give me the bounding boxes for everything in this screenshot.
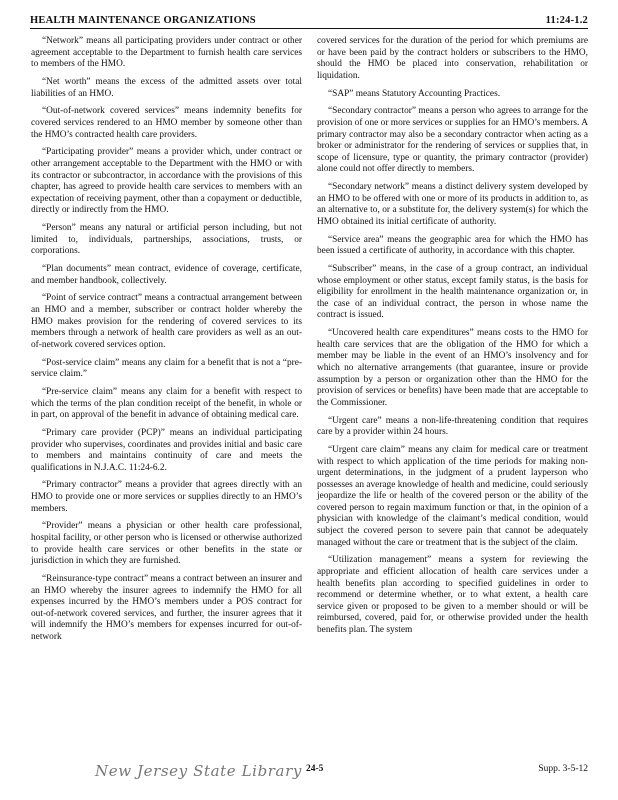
definition-provider: “Provider” means a physician or other health care professional, hospital facility, or other person who is licensed or otherwise authorized to provide health care services or other benefits in the state or jurisdiction in which they are furnished. <box>31 521 302 567</box>
definition-pre-service-claim: “Pre-service claim” means any claim for a benefit with respect to which the terms of the plan condition receipt of the benefit, in whole or in part, on approval of the benefit in advance of obtaining medical care. <box>31 386 302 421</box>
header-rule <box>30 28 588 29</box>
definition-post-service-claim: “Post-service claim” means any claim for a benefit that is not a “pre-service claim.” <box>31 357 302 380</box>
definition-primary-care-provider: “Primary care provider (PCP)” means an individual participating provider who supervises, coordinates and provides initial and basic care to members and maintains continuity of care and meets the qualifications in N.J.A.C. 11:24-6.2. <box>31 427 302 473</box>
definition-reinsurance-type-contract: “Reinsurance-type contract” means a contract between an insurer and an HMO whereby the insurer agrees to indemnify the HMO for all expenses incurred by the HMO’s members under a POS contract for out-of-network covered services, and further, the insurer agrees that it will indemnify the HMO’s members for expenses incurred for out-of-network <box>31 574 302 642</box>
header-section-number: 11:24-1.2 <box>545 15 588 26</box>
definition-utilization-management: “Utilization management” means a system for reviewing the appropriate and efficient allocation of health care services under a health benefits plan according to specified guidelines in order to recommend or determine whether, or to what extent, a health care service given or proposed to be given to a member should or will be reimbursed, covered, paid for, or otherwise provided under the health benefits plan. The system <box>317 555 588 635</box>
definition-secondary-network: “Secondary network” means a distinct delivery system developed by an HMO to be offered with one or more of its products in addition to, as an alternative to, or a substitute for, the delivery system(s) for which the HMO obtained its initial certificate of authority. <box>317 182 588 227</box>
definition-secondary-contractor: “Secondary contractor” means a person who agrees to arrange for the provision of one or more services or supplies for an HMO’s members. A primary contractor may also be a secondary contractor when acting as a broker or administrator for the rendering of services or supplies that, in scope of licensure, type or quantity, the primary contractor (provider) alone could not offer directly to members. <box>317 106 588 175</box>
running-header <box>30 10 588 26</box>
definition-sap: “SAP” means Statutory Accounting Practices. <box>328 88 501 99</box>
definition-primary-contractor: “Primary contractor” means a provider that agrees directly with an HMO to provide one or more services or supplies directly to an HMO’s members. <box>31 480 302 514</box>
definition-plan-documents: “Plan documents” mean contract, evidence of coverage, certificate, and member handbook, collectively. <box>31 264 302 286</box>
left-column <box>31 36 302 650</box>
definition-point-of-service-contract: “Point of service contract” means a contractual arrangement between an HMO and a member, subscriber or contract holder whereby the HMO makes provision for the rendering of covered services to its members through a network of health care providers as well as an out-of-network covered services option. <box>31 293 302 350</box>
supplement-date: Supp. 3-5-12 <box>538 764 588 774</box>
definition-network: “Network” means all participating providers under contract or other agreement acceptable to the Department to furnish health care services to members of the HMO. <box>31 36 302 70</box>
page-number: 24-5 <box>306 764 324 774</box>
definition-person: “Person” means any natural or artificial person including, but not limited to, individuals, partnerships, associations, trusts, or corporations. <box>31 223 302 257</box>
definition-net-worth: “Net worth” means the excess of the admitted assets over total liabilities of an HMO. <box>31 76 302 99</box>
definition-service-area: “Service area” means the geographic area for which the HMO has been issued a certificate of authority, in accordance with this chapter. <box>317 234 588 257</box>
definition-subscriber: “Subscriber” means, in the case of a group contract, an individual whose employment or other status, except family status, is the basis for eligibility for enrollment in the health maintenance organization or, in the case of an individual contract, the person in whose name the contract is issued. <box>317 264 588 321</box>
library-watermark: New Jersey State Library <box>95 762 302 780</box>
right-column <box>317 36 588 643</box>
definition-urgent-care: “Urgent care” means a non-life-threatening condition that requires care by a provider within 24 hours. <box>317 415 588 438</box>
definition-out-of-network-covered-services: “Out-of-network covered services” means indemnity benefits for covered services rendered to an HMO member by someone other than the HMO’s contracted health care providers. <box>31 106 302 140</box>
page-footer <box>30 760 588 782</box>
definition-participating-provider: “Participating provider” means a provider which, under contract or other arrangement acceptable to the Department with the HMO or with its contractor or subcontractor, in accordance with the provisions of this chapter, has agreed to provide health care services to members with an expectation of receiving payment, other than a copayment or deductible, directly or indirectly from the HMO. <box>31 147 302 216</box>
definition-uncovered-expenditures: “Uncovered health care expenditures” means costs to the HMO for health care services that are the obligation of the HMO for which a member may be liable in the event of an HMO’s insolvency and for which no alternative arrangements (that guarantee, insure or provide assumption by a person or organization other than the HMO for the provision of services or benefits) have been made that are acceptable to the Commissioner. <box>317 328 588 408</box>
header-title: HEALTH MAINTENANCE ORGANIZATIONS <box>30 15 256 26</box>
definition-continuation: covered services for the duration of the period for which premiums are or have been paid by the contract holders or subscribers to the HMO, should the HMO be placed into conservation, rehabilitation or liquidation. <box>317 36 588 81</box>
definition-urgent-care-claim: “Urgent care claim” means any claim for medical care or treatment with respect to which application of the time periods for making non-urgent determinations, in the judgment of a prudent layperson who possesses an average knowledge of health and medicine, could seriously jeopardize the life or health of the covered person or the ability of the covered person to regain maximum function or that, in the opinion of a physician with knowledge of the claimant’s medical condition, would subject the covered person to severe pain that cannot be adequately managed without the care or treatment that is the subject of the claim. <box>317 444 588 548</box>
